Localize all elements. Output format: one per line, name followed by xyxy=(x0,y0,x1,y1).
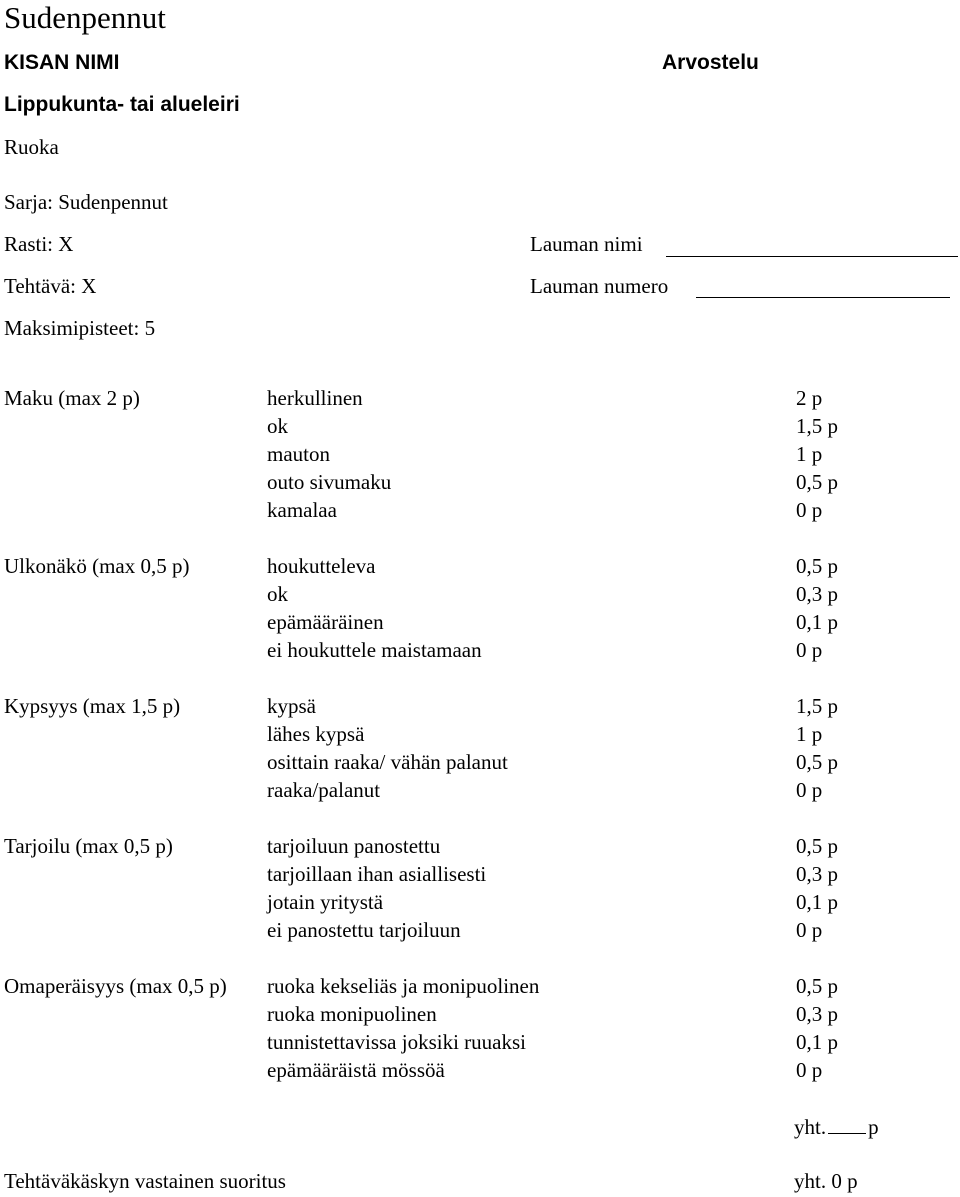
criterion-points: 0,5 p xyxy=(796,470,838,494)
criterion-points: 0,3 p xyxy=(796,1002,838,1026)
criterion-option: mauton xyxy=(267,442,330,466)
criterion-category: Omaperäisyys (max 0,5 p) xyxy=(4,974,227,998)
pack-number-label: Lauman numero xyxy=(530,274,669,298)
criterion-points: 1 p xyxy=(796,442,823,466)
criterion-option: tarjoillaan ihan asiallisesti xyxy=(267,862,487,886)
criterion-option: epämääräinen xyxy=(267,610,384,634)
series-label: Sarja: Sudenpennut xyxy=(4,190,168,214)
criterion-option: jotain yritystä xyxy=(267,890,384,914)
criterion-option: ok xyxy=(267,582,288,606)
criterion-points: 0,3 p xyxy=(796,582,838,606)
criterion-points: 0,1 p xyxy=(796,1030,838,1054)
criterion-option: ok xyxy=(267,414,288,438)
criterion-option: lähes kypsä xyxy=(267,722,365,746)
task-compliance-total: yht. 0 p xyxy=(794,1169,858,1193)
criterion-points: 1,5 p xyxy=(796,414,838,438)
criterion-points: 1 p xyxy=(796,722,823,746)
criterion-points: 0,5 p xyxy=(796,974,838,998)
criterion-points: 0,1 p xyxy=(796,610,838,634)
criterion-points: 0,5 p xyxy=(796,834,838,858)
criterion-points: 0,1 p xyxy=(796,890,838,914)
criterion-category: Maku (max 2 p) xyxy=(4,386,140,410)
pack-number-line[interactable] xyxy=(696,297,950,298)
pack-name-line[interactable] xyxy=(666,256,958,257)
criterion-option: tunnistettavissa joksiki ruuaksi xyxy=(267,1030,526,1054)
pack-name-label: Lauman nimi xyxy=(530,232,643,256)
checkpoint-label: Rasti: X xyxy=(4,232,74,256)
criterion-points: 0,3 p xyxy=(796,862,838,886)
criterion-points: 0 p xyxy=(796,918,823,942)
topic-label: Ruoka xyxy=(4,135,59,159)
criterion-category: Ulkonäkö (max 0,5 p) xyxy=(4,554,190,578)
criterion-points: 0,5 p xyxy=(796,554,838,578)
max-points-label: Maksimipisteet: 5 xyxy=(4,316,156,340)
page-title: Sudenpennut xyxy=(4,0,166,35)
competition-name-label: KISAN NIMI xyxy=(4,51,120,74)
criterion-option: outo sivumaku xyxy=(267,470,392,494)
criterion-points: 1,5 p xyxy=(796,694,838,718)
total-suffix: p xyxy=(868,1115,879,1139)
criterion-option: herkullinen xyxy=(267,386,363,410)
grading-label: Arvostelu xyxy=(662,51,759,74)
criterion-option: ei panostettu tarjoiluun xyxy=(267,918,461,942)
criterion-option: kypsä xyxy=(267,694,316,718)
criterion-option: houkutteleva xyxy=(267,554,376,578)
total-row xyxy=(794,1117,879,1138)
total-prefix: yht. xyxy=(794,1115,827,1139)
criterion-category: Kypsyys (max 1,5 p) xyxy=(4,694,181,718)
criterion-points: 0 p xyxy=(796,1058,823,1082)
camp-label: Lippukunta- tai alueleiri xyxy=(4,93,240,116)
criterion-points: 0 p xyxy=(796,778,823,802)
criterion-option: kamalaa xyxy=(267,498,337,522)
criterion-option: ei houkuttele maistamaan xyxy=(267,638,482,662)
criterion-points: 0 p xyxy=(796,638,823,662)
task-compliance-label: Tehtäväkäskyn vastainen suoritus xyxy=(4,1169,286,1193)
criterion-option: epämääräistä mössöä xyxy=(267,1058,445,1082)
criterion-points: 2 p xyxy=(796,386,823,410)
criterion-points: 0,5 p xyxy=(796,750,838,774)
criterion-category: Tarjoilu (max 0,5 p) xyxy=(4,834,173,858)
total-blank[interactable] xyxy=(828,1117,866,1134)
criterion-option: osittain raaka/ vähän palanut xyxy=(267,750,508,774)
criterion-option: ruoka kekseliäs ja monipuolinen xyxy=(267,974,540,998)
criterion-points: 0 p xyxy=(796,498,823,522)
task-label: Tehtävä: X xyxy=(4,274,97,298)
criterion-option: tarjoiluun panostettu xyxy=(267,834,441,858)
criterion-option: ruoka monipuolinen xyxy=(267,1002,437,1026)
criterion-option: raaka/palanut xyxy=(267,778,381,802)
